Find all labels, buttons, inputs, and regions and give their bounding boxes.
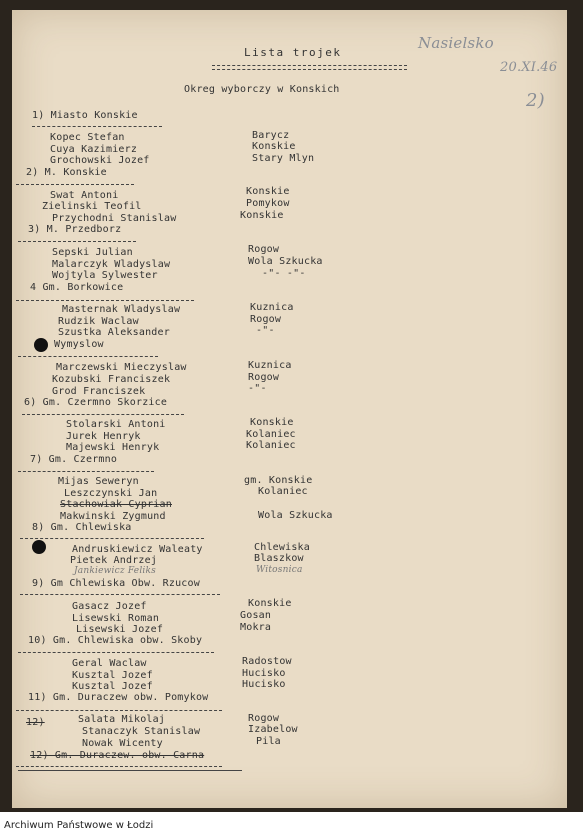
candidate-place: Konskie	[246, 186, 290, 197]
document-page	[12, 10, 567, 808]
candidate-place: Rogow	[250, 314, 282, 325]
district-label: 1) Miasto Konskie	[32, 110, 138, 121]
separator	[18, 652, 214, 653]
candidate-name: Kozubski Franciszek	[52, 374, 171, 385]
separator	[16, 300, 194, 301]
candidate-name: Mijas Seweryn	[58, 476, 139, 487]
candidate-place: Kolaniec	[258, 486, 308, 497]
candidate-name: Wymyslow	[54, 339, 104, 350]
separator	[18, 241, 136, 242]
struck-number: 12)	[26, 717, 45, 728]
candidate-place: Izabelow	[248, 724, 298, 735]
candidate-place: Konskie	[240, 210, 284, 221]
document-subtitle: Okreg wyborczy w Konskich	[184, 84, 340, 95]
candidate-place: Kolaniec	[246, 440, 296, 451]
candidate-name: Majewski Henryk	[66, 442, 160, 453]
candidate-place: -"- -"-	[262, 268, 306, 279]
candidate-name: Cuya Kazimierz	[50, 144, 138, 155]
candidate-place: Konskie	[248, 598, 292, 609]
separator	[18, 356, 158, 357]
district-label: 3) M. Przedborz	[28, 224, 122, 235]
candidate-name: Salata Mikolaj	[78, 714, 166, 725]
candidate-place: Kolaniec	[246, 429, 296, 440]
candidate-place: Kuznica	[248, 360, 292, 371]
candidate-place: Wola Szkucka	[248, 256, 323, 267]
candidate-name: Makwinski Zygmund	[60, 511, 166, 522]
candidate-name: Jurek Henryk	[66, 431, 141, 442]
separator	[22, 414, 184, 415]
handwritten-date: 20.XI.46	[500, 60, 558, 75]
district-label: 10) Gm. Chlewiska obw. Skoby	[28, 635, 203, 646]
candidate-place: Stary Mlyn	[252, 153, 315, 164]
candidate-place: Hucisko	[242, 668, 286, 679]
candidate-place: Pila	[256, 736, 281, 747]
document-title: Lista trojek	[244, 46, 342, 59]
separator	[16, 710, 222, 711]
punch-hole	[34, 338, 48, 352]
separator	[16, 766, 222, 767]
handwritten-number: 2)	[526, 90, 545, 111]
separator	[18, 770, 242, 771]
candidate-name: Leszczynski Jan	[64, 488, 158, 499]
candidate-name: Stanaczyk Stanislaw	[82, 726, 201, 737]
district-label-struck: 12) Gm. Duraczew. obw. Carna	[30, 750, 205, 761]
candidate-name: Gasacz Jozef	[72, 601, 147, 612]
handwritten-name: Jankiewicz Feliks	[74, 566, 156, 576]
candidate-place: Mokra	[240, 622, 272, 633]
district-label: 9) Gm Chlewiska Obw. Rzucow	[32, 578, 200, 589]
separator	[32, 126, 162, 127]
candidate-name: Malarczyk Wladyslaw	[52, 259, 171, 270]
candidate-name: Marczewski Mieczyslaw	[56, 362, 187, 373]
candidate-place: Barycz	[252, 130, 290, 141]
candidate-name-struck: Stachowiak Cyprian	[60, 499, 172, 510]
candidate-place: Chlewiska	[254, 542, 310, 553]
candidate-name: Masternak Wladyslaw	[62, 304, 181, 315]
candidate-place: Wola Szkucka	[258, 510, 333, 521]
district-label: 7) Gm. Czermno	[30, 454, 118, 465]
candidate-name: Lisewski Jozef	[76, 624, 164, 635]
district-label: 8) Gm. Chlewiska	[32, 522, 132, 533]
candidate-name: Pietek Andrzej	[70, 555, 158, 566]
separator	[20, 538, 204, 539]
candidate-place: Konskie	[252, 141, 296, 152]
candidate-place: -"-	[256, 325, 275, 336]
candidate-place: Rogow	[248, 372, 280, 383]
candidate-name: Lisewski Roman	[72, 613, 160, 624]
candidate-name: Szustka Aleksander	[58, 327, 170, 338]
district-label: 4 Gm. Borkowice	[30, 282, 124, 293]
candidate-place: Pomykow	[246, 198, 290, 209]
district-label: 6) Gm. Czermno Skorzice	[24, 397, 168, 408]
punch-hole	[32, 540, 46, 554]
handwritten-place: Witosnica	[256, 565, 303, 575]
candidate-name: Kopec Stefan	[50, 132, 125, 143]
candidate-name: Geral Waclaw	[72, 658, 147, 669]
title-underline	[212, 65, 407, 70]
candidate-place: Radostow	[242, 656, 292, 667]
candidate-name: Przychodni Stanislaw	[52, 213, 177, 224]
candidate-name: Swat Antoni	[50, 190, 119, 201]
candidate-place: Rogow	[248, 713, 280, 724]
separator	[16, 184, 134, 185]
candidate-name: Rudzik Waclaw	[58, 316, 139, 327]
candidate-name: Sepski Julian	[52, 247, 133, 258]
archive-name: Archiwum Państwowe w Łodzi	[4, 820, 154, 831]
candidate-place: gm. Konskie	[244, 475, 313, 486]
candidate-place: Kuznica	[250, 302, 294, 313]
candidate-name: Grod Franciszek	[52, 386, 146, 397]
candidate-place: Gosan	[240, 610, 272, 621]
district-label: 11) Gm. Duraczew obw. Pomykow	[28, 692, 209, 703]
candidate-place: Konskie	[250, 417, 294, 428]
candidate-name: Zielinski Teofil	[42, 201, 142, 212]
candidate-name: Wojtyla Sylwester	[52, 270, 158, 281]
candidate-name: Kusztal Jozef	[72, 681, 153, 692]
archive-footer	[0, 812, 583, 840]
handwritten-note: Nasielsko	[418, 34, 494, 52]
candidate-name: Andruskiewicz Waleaty	[72, 544, 203, 555]
candidate-place: -"-	[248, 383, 267, 394]
candidate-name: Kusztal Jozef	[72, 670, 153, 681]
candidate-place: Hucisko	[242, 679, 286, 690]
candidate-place: Rogow	[248, 244, 280, 255]
separator	[20, 594, 220, 595]
separator	[18, 471, 154, 472]
candidate-place: Blaszkow	[254, 553, 304, 564]
candidate-name: Nowak Wicenty	[82, 738, 163, 749]
district-label: 2) M. Konskie	[26, 167, 107, 178]
candidate-name: Stolarski Antoni	[66, 419, 166, 430]
candidate-name: Grochowski Jozef	[50, 155, 150, 166]
